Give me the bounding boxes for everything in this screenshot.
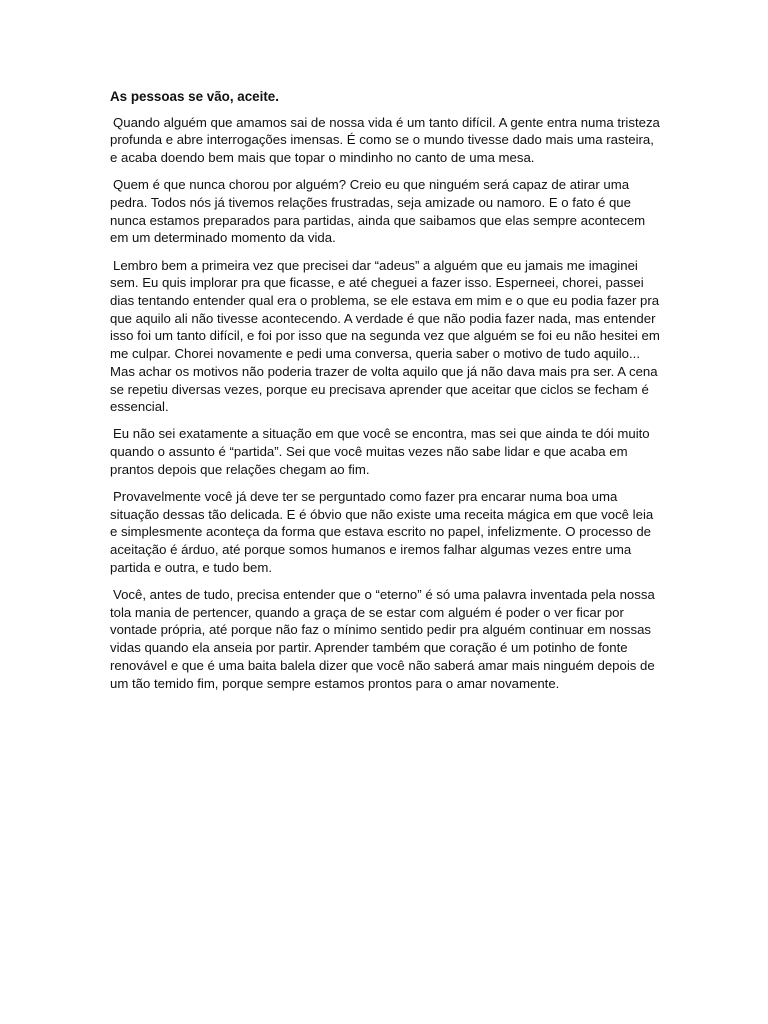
paragraph-5: Provavelmente você já deve ter se perguntado como fazer pra encarar numa boa uma situação dessas tão delicada. E é óbvio que não existe uma receita mágica em que você leia e simplesmente aconteça da forma que estava escrito no papel, infelizmente. O processo de aceitação é árduo, até porque somos humanos e iremos falhar algumas vezes entre uma partida e outra, e tudo bem. xyxy=(110,489,654,575)
paragraph-3: Lembro bem a primeira vez que precisei dar “adeus” a alguém que eu jamais me imaginei sem. Eu quis implorar pra que ficasse, e até cheguei a fazer isso. Esperneei, chorei, passei dias tentando entender qual era o problema, se ele estava em mim e o que eu podia fazer pra que aquilo ali não tivesse acontecendo. A verdade é que não podia fazer nada, mas entender isso foi um tanto difícil, e foi por isso que na segunda vez que alguém se foi eu não hesitei em me culpar. Chorei novamente e pedi uma conversa, queria saber o motivo de tudo aquilo... Mas achar os motivos não poderia trazer de volta aquilo que já não dava mais pra ser. A cena se repetiu diversas vezes, porque eu precisava aprender que aceitar que ciclos se fecham é essencial. xyxy=(110,257,660,415)
document-title: As pessoas se vão, aceite. xyxy=(110,89,279,104)
paragraph-2: Quem é que nunca chorou por alguém? Creio eu que ninguém será capaz de atirar uma pedra. Todos nós já tivemos relações frustradas, seja amizade ou namoro. E o fato é que nunca estamos preparados para partidas, ainda que saibamos que elas sempre acontecem em um determinado momento da vida. xyxy=(110,177,646,246)
document-page xyxy=(110,88,662,702)
paragraph-1: Quando alguém que amamos sai de nossa vida é um tanto difícil. A gente entra numa tristeza profunda e abre interrogações imensas. É como se o mundo tivesse dado mais uma rasteira, e acaba doendo bem mais que topar o mindinho no canto de uma mesa. xyxy=(110,114,660,166)
paragraph-6: Você, antes de tudo, precisa entender que o “eterno” é só uma palavra inventada pela nossa tola mania de pertencer, quando a graça de se estar com alguém é poder o ver ficar por vontade própria, até porque não faz o mínimo sentido pedir pra alguém continuar em nossas vidas quando ela anseia por partir. Aprender também que coração é um potinho de fonte renovável e que é uma baita balela dizer que você não saberá amar mais ninguém depois de um tão temido fim, porque sempre estamos prontos para o amar novamente. xyxy=(110,587,655,691)
paragraph-4: Eu não sei exatamente a situação em que você se encontra, mas sei que ainda te dói muito quando o assunto é “partida”. Sei que você muitas vezes não sabe lidar e que acaba em prantos depois que relações chegam ao fim. xyxy=(110,426,650,477)
